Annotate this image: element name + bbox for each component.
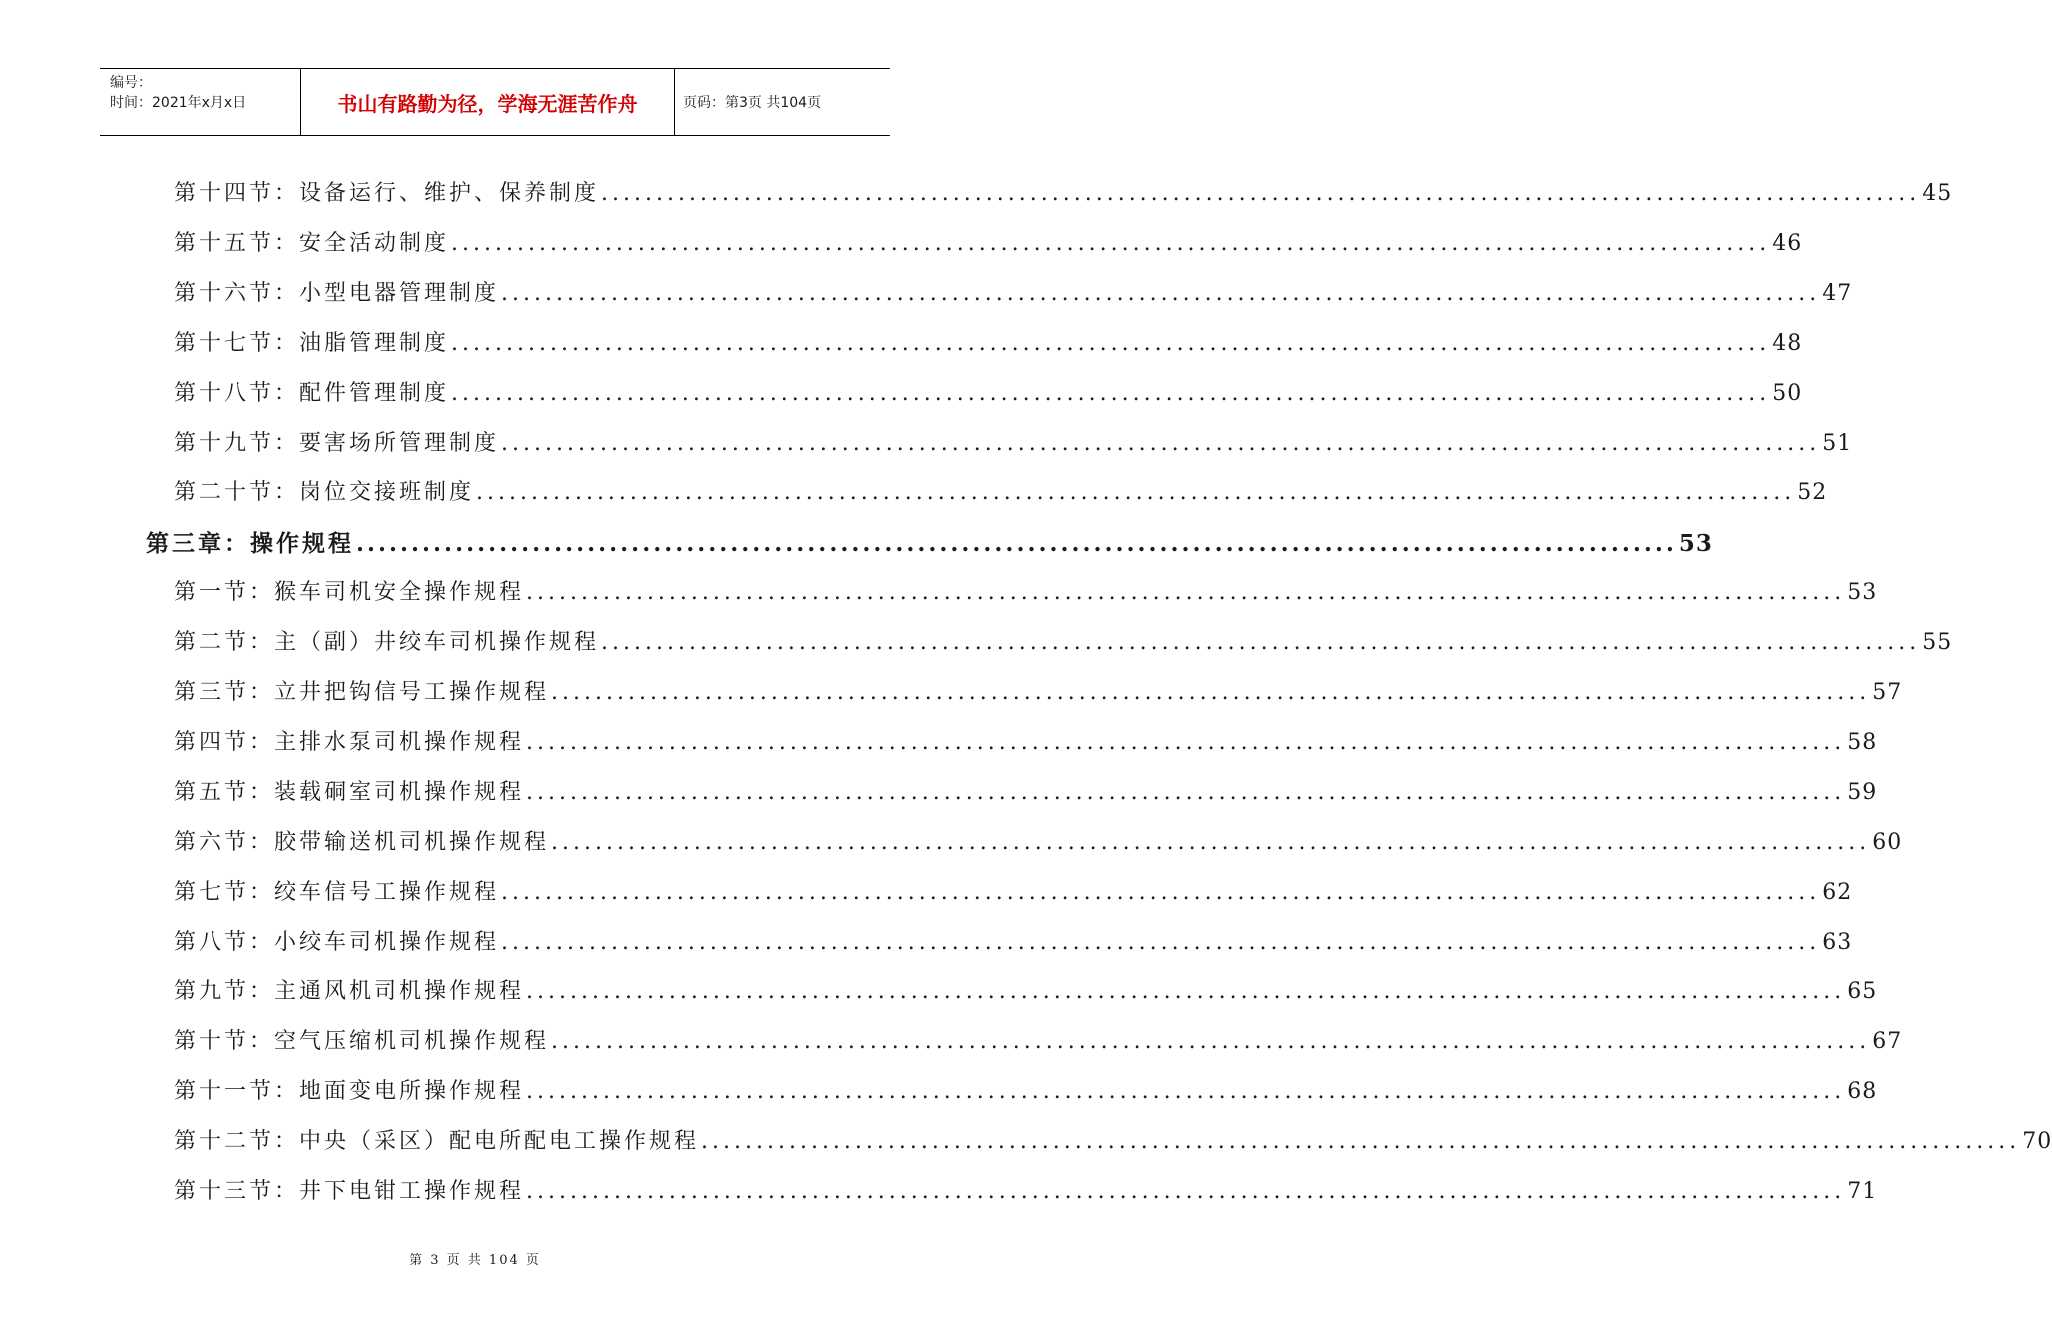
toc-dot-leader: ........................................................................................................................	[501, 929, 1821, 955]
toc-entry-title: 第十一节：地面变电所操作规程	[174, 1079, 525, 1105]
toc-dot-leader: ........................................................................................................................	[601, 630, 1921, 656]
toc-entry-title: 第七节：绞车信号工操作规程	[174, 879, 500, 905]
toc-entry-title: 第十九节：要害场所管理制度	[174, 430, 500, 456]
toc-entry-title: 第九节：主通风机司机操作规程	[174, 979, 525, 1005]
toc-entry-title: 第八节：小绞车司机操作规程	[174, 929, 500, 955]
toc-entry-page-number: 63	[1822, 929, 1853, 955]
toc-entry-title: 第十八节：配件管理制度	[174, 380, 450, 406]
toc-entry-title: 第十三节：井下电钳工操作规程	[174, 1179, 525, 1204]
toc-entry-page-number: 47	[1822, 280, 1853, 306]
toc-entry-page-number: 45	[1922, 181, 1953, 206]
toc-section-entry[interactable]	[174, 176, 1953, 207]
toc-section-entry[interactable]	[174, 875, 1853, 906]
toc-dot-leader: ........................................................................................................................	[526, 779, 1846, 805]
toc-entry-title: 第五节：装载硐室司机操作规程	[174, 779, 525, 805]
toc-dot-leader: ........................................................................................................................	[526, 1079, 1846, 1105]
toc-entry-title: 第十四节：设备运行、维护、保养制度	[174, 181, 600, 206]
toc-entry-title: 第十二节：中央（采区）配电所配电工操作规程	[174, 1129, 700, 1155]
toc-entry-title: 第三章：操作规程	[146, 530, 354, 558]
toc-entry-page-number: 65	[1847, 979, 1878, 1005]
toc-section-entry[interactable]	[174, 575, 1878, 606]
toc-dot-leader: ........................................................................................................................	[476, 480, 1796, 506]
toc-entry-page-number: 53	[1678, 530, 1713, 558]
toc-section-entry[interactable]	[174, 775, 1878, 806]
toc-entry-page-number: 67	[1872, 1029, 1903, 1055]
toc-section-entry[interactable]	[174, 426, 1853, 457]
toc-dot-leader: ........................................................................................................................	[526, 580, 1846, 606]
toc-section-entry[interactable]	[174, 1174, 1878, 1205]
toc-entry-page-number: 59	[1847, 779, 1878, 805]
toc-entry-page-number: 55	[1922, 630, 1953, 656]
toc-entry-page-number: 70	[2022, 1129, 2052, 1155]
toc-dot-leader: ........................................................................................................................	[451, 380, 1771, 406]
toc-entry-page-number: 58	[1847, 729, 1878, 755]
toc-entry-title: 第四节：主排水泵司机操作规程	[174, 729, 525, 755]
page-footer: 第 3 页 共 104 页	[409, 1253, 541, 1268]
header-motto: 书山有路勤为径，学海无涯苦作舟	[301, 69, 675, 135]
toc-section-entry[interactable]	[174, 625, 1953, 656]
toc-dot-leader: ........................................................................................................................	[551, 1029, 1871, 1055]
toc-dot-leader: ........................................................................................................................	[501, 879, 1821, 905]
toc-section-entry[interactable]	[174, 326, 1803, 357]
toc-entry-page-number: 68	[1847, 1079, 1878, 1105]
toc-entry-page-number: 53	[1847, 580, 1878, 606]
page-header	[100, 68, 890, 136]
toc-entry-page-number: 46	[1772, 230, 1803, 256]
toc-section-entry[interactable]	[174, 1074, 1878, 1105]
toc-entry-page-number: 71	[1847, 1179, 1878, 1204]
header-page-info: 页码：第3页 共104页	[683, 95, 822, 111]
toc-entry-page-number: 57	[1872, 680, 1903, 705]
toc-section-entry[interactable]	[174, 276, 1853, 307]
toc-entry-title: 第十六节：小型电器管理制度	[174, 280, 500, 306]
toc-section-entry[interactable]	[174, 226, 1803, 257]
toc-dot-leader: ........................................................................................................................	[551, 829, 1871, 855]
toc-entry-page-number: 52	[1797, 480, 1828, 506]
toc-dot-leader: ........................................................................................................................	[526, 979, 1846, 1005]
toc-entry-page-number: 60	[1872, 829, 1903, 855]
toc-dot-leader: ........................................................................................................................	[526, 1179, 1846, 1204]
toc-section-entry[interactable]	[174, 925, 1853, 956]
toc-dot-leader: ........................................................................................................................	[551, 680, 1871, 705]
toc-section-entry[interactable]	[174, 825, 1903, 856]
toc-entry-title: 第一节：猴车司机安全操作规程	[174, 580, 525, 606]
toc-dot-leader: ........................................................................................................................	[501, 280, 1821, 306]
toc-dot-leader: ........................................................................................................................	[501, 430, 1821, 456]
toc-entry-title: 第二节：主（副）井绞车司机操作规程	[174, 630, 600, 656]
toc-dot-leader: ........................................................................................................................	[526, 729, 1846, 755]
toc-section-entry[interactable]	[174, 1024, 1903, 1055]
toc-entry-title: 第十七节：油脂管理制度	[174, 330, 450, 356]
toc-chapter-entry[interactable]	[146, 525, 1713, 558]
toc-entry-page-number: 50	[1772, 380, 1803, 406]
document-number-label: 编号：	[110, 75, 152, 91]
toc-dot-leader: ........................................................................................................................	[701, 1129, 2021, 1155]
toc-entry-title: 第十节：空气压缩机司机操作规程	[174, 1029, 550, 1055]
toc-section-entry[interactable]	[174, 675, 1903, 706]
toc-section-entry[interactable]	[174, 1124, 2052, 1155]
toc-dot-leader: ........................................................................................................................	[451, 230, 1771, 256]
header-meta	[100, 69, 301, 135]
toc-entry-title: 第二十节：岗位交接班制度	[174, 480, 475, 506]
toc-entry-page-number: 48	[1772, 330, 1803, 356]
toc-section-entry[interactable]	[174, 376, 1803, 407]
toc-entry-title: 第三节：立井把钩信号工操作规程	[174, 680, 550, 705]
toc-dot-leader: ........................................................................................................................	[356, 530, 1677, 558]
toc-section-entry[interactable]	[174, 475, 1828, 506]
toc-section-entry[interactable]	[174, 725, 1878, 756]
toc-entry-title: 第六节：胶带输送机司机操作规程	[174, 829, 550, 855]
toc-entry-title: 第十五节：安全活动制度	[174, 230, 450, 256]
toc-entry-page-number: 51	[1822, 430, 1853, 456]
toc-section-entry[interactable]	[174, 974, 1878, 1005]
toc-entry-page-number: 62	[1822, 879, 1853, 905]
toc-dot-leader: ........................................................................................................................	[601, 181, 1921, 206]
document-date: 时间：2021年x月x日	[110, 95, 247, 111]
toc-dot-leader: ........................................................................................................................	[451, 330, 1771, 356]
